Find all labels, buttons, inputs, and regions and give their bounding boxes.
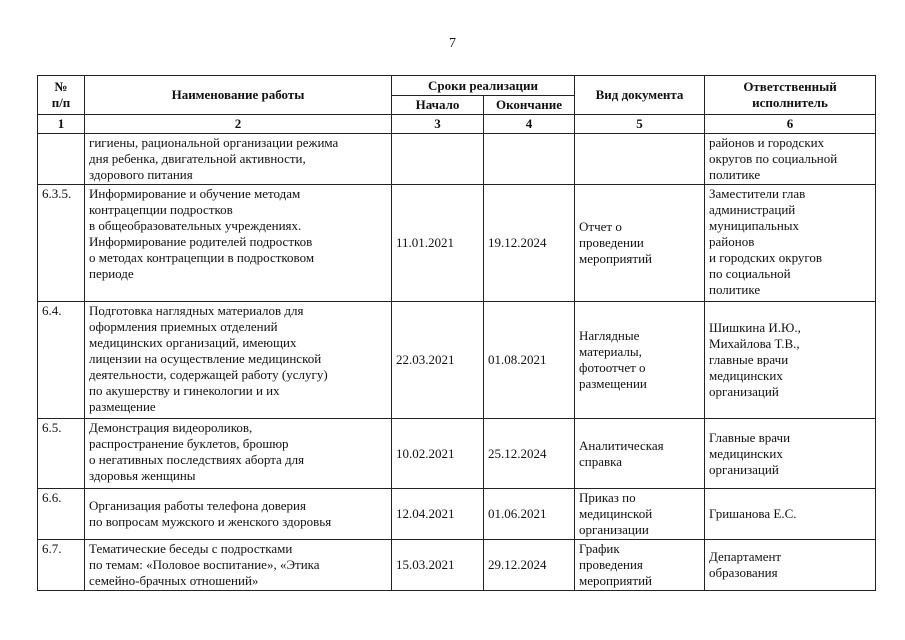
row-start-date: 15.03.2021 xyxy=(392,540,484,591)
row-start-date: 12.04.2021 xyxy=(392,489,484,540)
row-end-date: 01.06.2021 xyxy=(484,489,575,540)
header-start: Начало xyxy=(392,96,484,115)
row-number: 6.5. xyxy=(38,419,85,489)
page-number: 7 xyxy=(449,36,456,51)
row-number: 6.6. xyxy=(38,489,85,540)
row-end-date: 19.12.2024 xyxy=(484,185,575,302)
row-work-name: Информирование и обучение методам контрацепции подростков в общеобразовательных учреждениях. Информирование родителей подростков о методах контрацепции в подростковом периоде xyxy=(85,185,392,302)
column-number: 1 xyxy=(38,115,85,134)
header-work-name: Наименование работы xyxy=(85,76,392,115)
column-number: 2 xyxy=(85,115,392,134)
column-number: 5 xyxy=(575,115,705,134)
column-number: 4 xyxy=(484,115,575,134)
row-responsible: районов и городских округов по социальной политике xyxy=(705,134,876,185)
table-row xyxy=(38,540,876,591)
row-work-name: Тематические беседы с подростками по темам: «Половое воспитание», «Этика семейно-брачных отношений» xyxy=(85,540,392,591)
row-start-date: 22.03.2021 xyxy=(392,302,484,419)
row-end-date: 25.12.2024 xyxy=(484,419,575,489)
row-responsible: Заместители глав администраций муниципальных районов и городских округов по социальной политике xyxy=(705,185,876,302)
row-responsible: Главные врачи медицинских организаций xyxy=(705,419,876,489)
column-number: 3 xyxy=(392,115,484,134)
row-end-date: 01.08.2021 xyxy=(484,302,575,419)
row-start-date: 11.01.2021 xyxy=(392,185,484,302)
table-row xyxy=(38,489,876,540)
row-end-date xyxy=(484,134,575,185)
row-work-name: Подготовка наглядных материалов для оформления приемных отделений медицинских организаций, имеющих лицензии на осуществление медицинской деятельности, содержащей работу (услугу) по акушерству и гинекологии и их размещение xyxy=(85,302,392,419)
table-row xyxy=(38,419,876,489)
header-terms: Сроки реализации xyxy=(392,76,575,96)
row-number: 6.7. xyxy=(38,540,85,591)
table-row xyxy=(38,302,876,419)
row-work-name: Организация работы телефона доверия по вопросам мужского и женского здоровья xyxy=(85,489,392,540)
work-plan-table xyxy=(37,75,876,591)
header-end: Окончание xyxy=(484,96,575,115)
row-work-name: гигиены, рациональной организации режима дня ребенка, двигательной активности, здорового питания xyxy=(85,134,392,185)
row-work-name: Демонстрация видеороликов, распространение буклетов, брошюр о негативных последствиях аборта для здоровья женщины xyxy=(85,419,392,489)
header-document-type: Вид документа xyxy=(575,76,705,115)
row-document-type: Аналитическая справка xyxy=(575,419,705,489)
row-number xyxy=(38,134,85,185)
row-end-date: 29.12.2024 xyxy=(484,540,575,591)
row-document-type: Приказ по медицинской организации xyxy=(575,489,705,540)
row-responsible: Шишкина И.Ю., Михайлова Т.В., главные врачи медицинских организаций xyxy=(705,302,876,419)
table-row xyxy=(38,134,876,185)
row-start-date xyxy=(392,134,484,185)
row-document-type: График проведения мероприятий xyxy=(575,540,705,591)
row-document-type xyxy=(575,134,705,185)
row-number: 6.4. xyxy=(38,302,85,419)
header-responsible: Ответственный исполнитель xyxy=(705,76,876,115)
row-responsible: Департамент образования xyxy=(705,540,876,591)
row-start-date: 10.02.2021 xyxy=(392,419,484,489)
header-number: № п/п xyxy=(38,76,85,115)
row-document-type: Наглядные материалы, фотоотчет о размещении xyxy=(575,302,705,419)
table-row xyxy=(38,185,876,302)
row-responsible: Гришанова Е.С. xyxy=(705,489,876,540)
row-document-type: Отчет о проведении мероприятий xyxy=(575,185,705,302)
row-number: 6.3.5. xyxy=(38,185,85,302)
column-number: 6 xyxy=(705,115,876,134)
